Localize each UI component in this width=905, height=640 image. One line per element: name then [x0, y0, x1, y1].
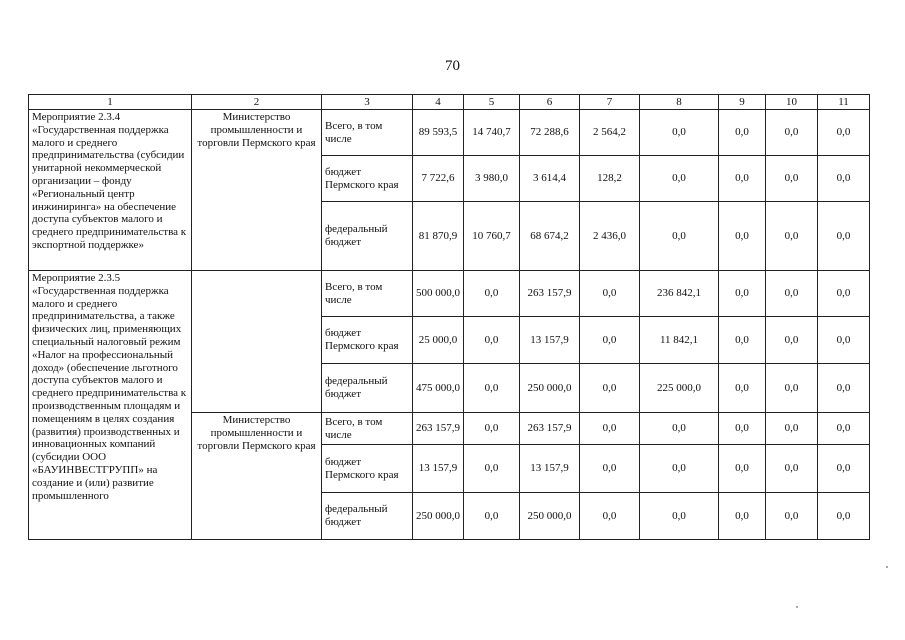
- value-cell: 68 674,2: [520, 202, 580, 271]
- value-cell: 0,0: [818, 493, 870, 540]
- value-cell: 13 157,9: [520, 317, 580, 364]
- column-header: 4: [413, 95, 464, 110]
- value-cell: 3 980,0: [464, 156, 520, 202]
- source-cell: Всего, в том числе: [322, 110, 413, 156]
- value-cell: 0,0: [464, 364, 520, 413]
- value-cell: 0,0: [719, 271, 766, 317]
- value-cell: 0,0: [719, 413, 766, 445]
- source-cell: Всего, в том числе: [322, 271, 413, 317]
- value-cell: 0,0: [719, 110, 766, 156]
- value-cell: 0,0: [766, 271, 818, 317]
- value-cell: 0,0: [640, 493, 719, 540]
- scan-speck: [796, 606, 798, 608]
- value-cell: 225 000,0: [640, 364, 719, 413]
- header-row: [29, 95, 870, 110]
- value-cell: 0,0: [640, 445, 719, 493]
- value-cell: 263 157,9: [520, 271, 580, 317]
- value-cell: 13 157,9: [413, 445, 464, 493]
- value-cell: 7 722,6: [413, 156, 464, 202]
- value-cell: 89 593,5: [413, 110, 464, 156]
- value-cell: 0,0: [640, 156, 719, 202]
- value-cell: 250 000,0: [413, 493, 464, 540]
- value-cell: 0,0: [719, 445, 766, 493]
- value-cell: 500 000,0: [413, 271, 464, 317]
- source-cell: бюджет Пермского края: [322, 156, 413, 202]
- value-cell: 14 740,7: [464, 110, 520, 156]
- value-cell: 0,0: [580, 413, 640, 445]
- value-cell: 0,0: [464, 445, 520, 493]
- executor-cell: [192, 271, 322, 413]
- value-cell: 0,0: [818, 364, 870, 413]
- value-cell: 0,0: [464, 317, 520, 364]
- value-cell: 475 000,0: [413, 364, 464, 413]
- measure-cell: Мероприятие 2.3.4 «Государственная поддержка малого и среднего предпринимательства (субсидии унитарной некоммерческой организации – фонду «Региональный центр инжиниринга» на обеспечение доступа субъектов малого и среднего предпринимательства к экспортной поддержке»: [29, 110, 192, 271]
- value-cell: 0,0: [640, 413, 719, 445]
- scan-speck: [886, 566, 888, 568]
- value-cell: 2 436,0: [580, 202, 640, 271]
- value-cell: 0,0: [766, 317, 818, 364]
- value-cell: 11 842,1: [640, 317, 719, 364]
- value-cell: 0,0: [719, 202, 766, 271]
- column-header: 6: [520, 95, 580, 110]
- value-cell: 0,0: [766, 493, 818, 540]
- page-number: 70: [445, 58, 460, 74]
- table-row: [29, 110, 870, 156]
- value-cell: 0,0: [818, 271, 870, 317]
- value-cell: 0,0: [719, 156, 766, 202]
- executor-cell: Министерство промышленности и торговли Пермского края: [192, 413, 322, 540]
- value-cell: 250 000,0: [520, 364, 580, 413]
- column-header: 5: [464, 95, 520, 110]
- value-cell: 236 842,1: [640, 271, 719, 317]
- value-cell: 0,0: [766, 364, 818, 413]
- column-header: 11: [818, 95, 870, 110]
- executor-cell: Министерство промышленности и торговли Пермского края: [192, 110, 322, 271]
- value-cell: 0,0: [766, 156, 818, 202]
- value-cell: 2 564,2: [580, 110, 640, 156]
- column-header: 2: [192, 95, 322, 110]
- value-cell: 0,0: [580, 271, 640, 317]
- value-cell: 72 288,6: [520, 110, 580, 156]
- table-row: [29, 271, 870, 317]
- value-cell: 0,0: [580, 364, 640, 413]
- value-cell: 0,0: [766, 413, 818, 445]
- value-cell: 128,2: [580, 156, 640, 202]
- source-cell: Всего, в том числе: [322, 413, 413, 445]
- value-cell: 250 000,0: [520, 493, 580, 540]
- source-cell: федеральный бюджет: [322, 364, 413, 413]
- value-cell: 81 870,9: [413, 202, 464, 271]
- value-cell: 10 760,7: [464, 202, 520, 271]
- budget-table: [28, 94, 870, 540]
- value-cell: 0,0: [766, 202, 818, 271]
- source-cell: бюджет Пермского края: [322, 445, 413, 493]
- value-cell: 13 157,9: [520, 445, 580, 493]
- value-cell: 263 157,9: [520, 413, 580, 445]
- column-header: 10: [766, 95, 818, 110]
- source-cell: федеральный бюджет: [322, 202, 413, 271]
- column-header: 8: [640, 95, 719, 110]
- value-cell: 0,0: [464, 413, 520, 445]
- value-cell: 0,0: [640, 110, 719, 156]
- value-cell: 263 157,9: [413, 413, 464, 445]
- value-cell: 0,0: [719, 317, 766, 364]
- source-cell: федеральный бюджет: [322, 493, 413, 540]
- value-cell: 0,0: [640, 202, 719, 271]
- value-cell: 0,0: [818, 317, 870, 364]
- value-cell: 0,0: [580, 317, 640, 364]
- value-cell: 3 614,4: [520, 156, 580, 202]
- value-cell: 0,0: [766, 110, 818, 156]
- value-cell: 0,0: [464, 271, 520, 317]
- value-cell: 0,0: [818, 202, 870, 271]
- measure-cell: Мероприятие 2.3.5 «Государственная поддержка малого и среднего предпринимательства, а также физических лиц, применяющих специальный налоговый режим «Налог на профессиональный доход» (обеспечение льготного доступа субъектов малого и среднего предпринимательства к производственным площадям и помещениям в целях создания (развития) производственных и инновационных компаний (субсидии ООО «БАУИНВЕСТГРУПП» на создание и (или) развитие промышленного: [29, 271, 192, 540]
- column-header: 7: [580, 95, 640, 110]
- value-cell: 0,0: [719, 493, 766, 540]
- column-header: 9: [719, 95, 766, 110]
- value-cell: 0,0: [719, 364, 766, 413]
- value-cell: 0,0: [580, 445, 640, 493]
- value-cell: 0,0: [580, 493, 640, 540]
- value-cell: 0,0: [818, 156, 870, 202]
- value-cell: 0,0: [818, 110, 870, 156]
- value-cell: 0,0: [818, 413, 870, 445]
- value-cell: 0,0: [766, 445, 818, 493]
- value-cell: 25 000,0: [413, 317, 464, 364]
- column-header: 3: [322, 95, 413, 110]
- column-header: 1: [29, 95, 192, 110]
- value-cell: 0,0: [818, 445, 870, 493]
- source-cell: бюджет Пермского края: [322, 317, 413, 364]
- value-cell: 0,0: [464, 493, 520, 540]
